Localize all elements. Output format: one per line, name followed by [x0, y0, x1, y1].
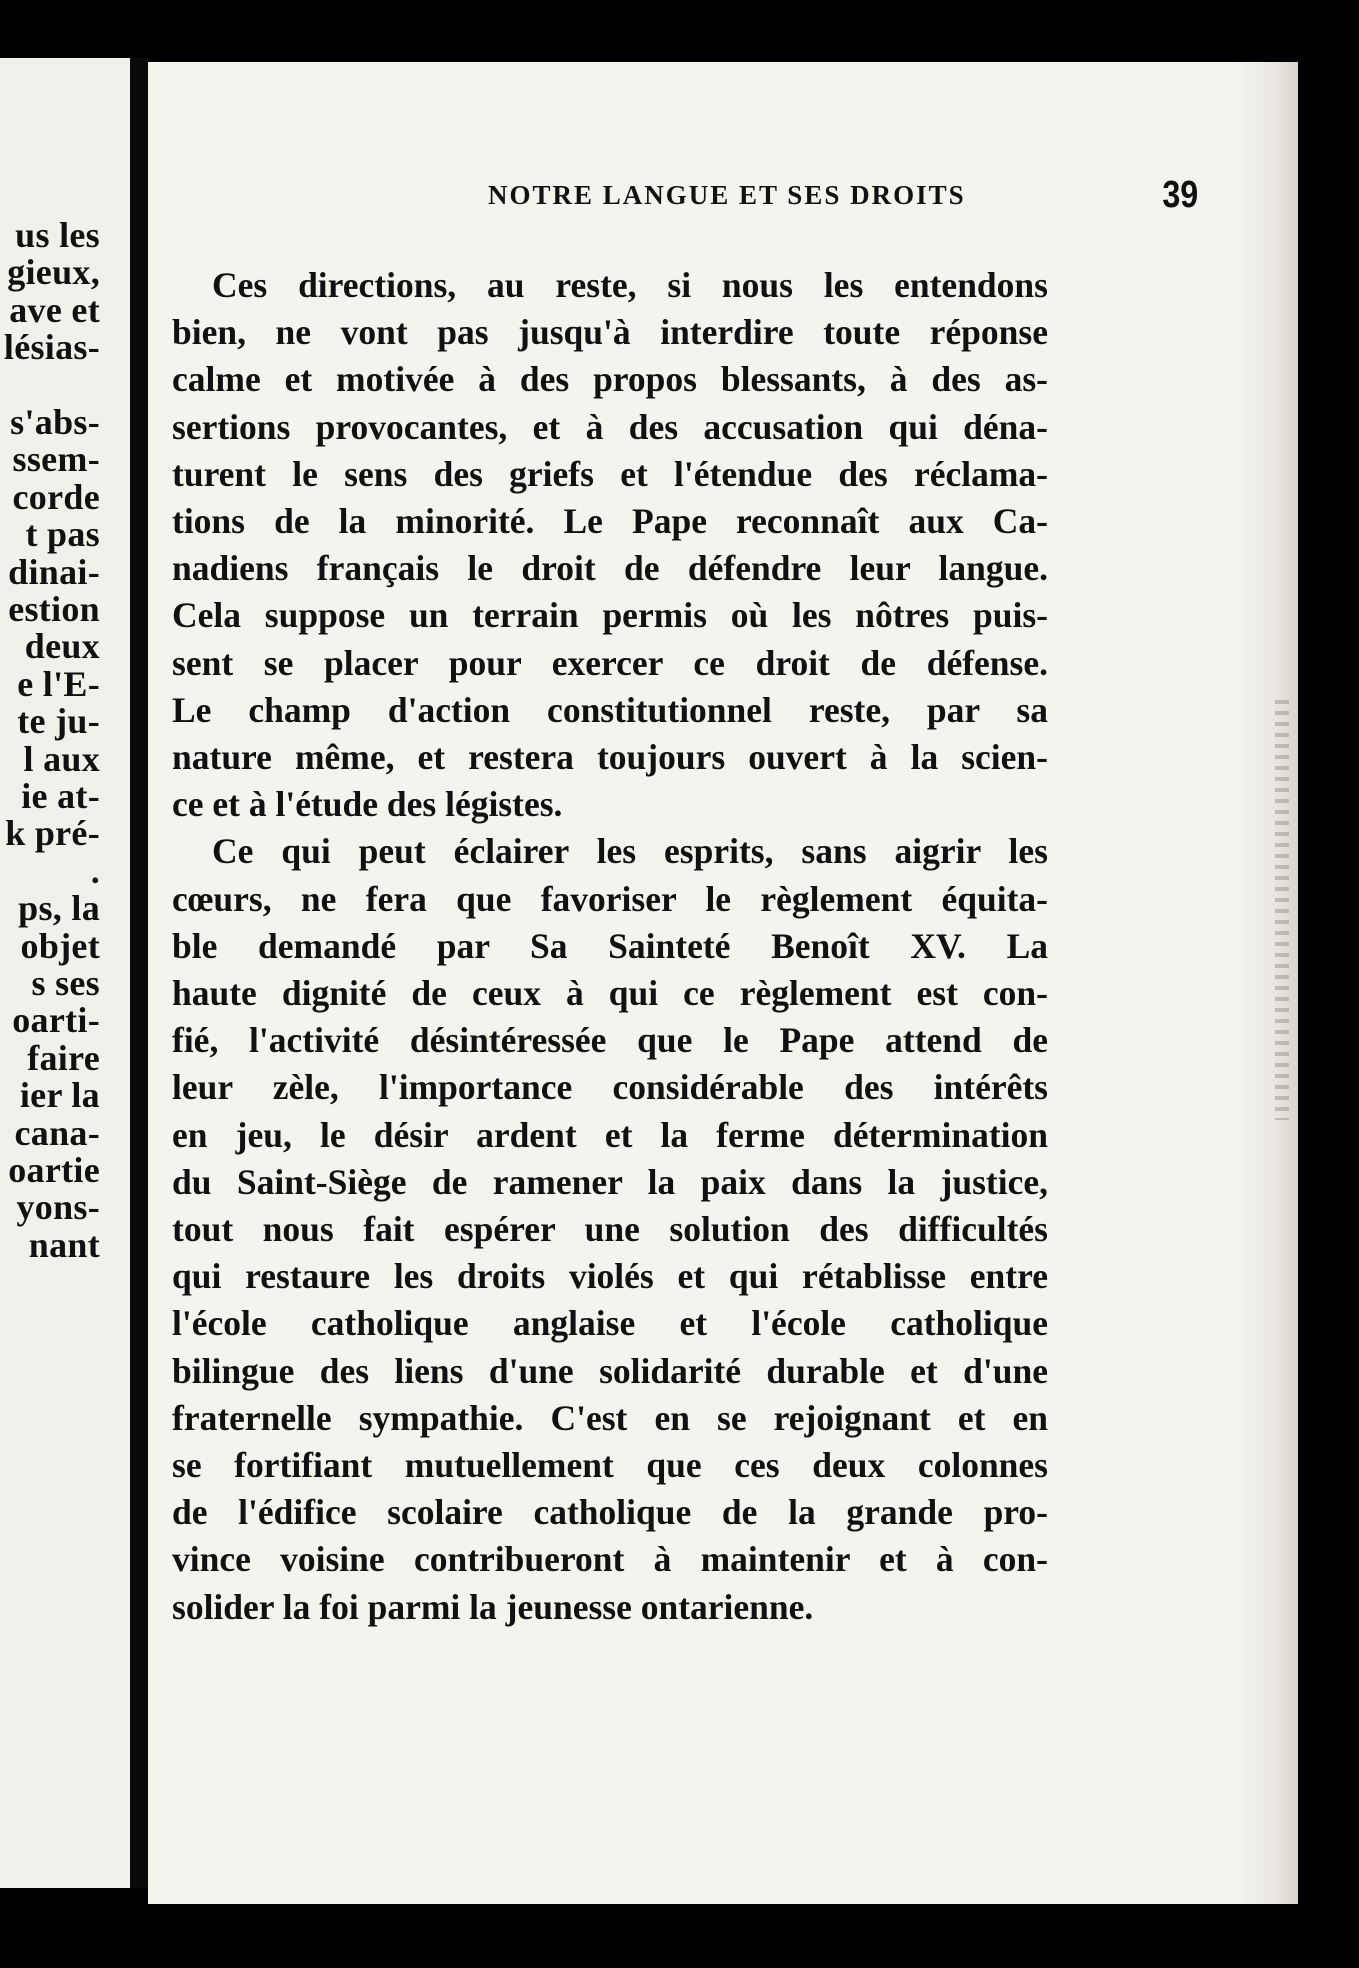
- text-line: sent se placer pour exercer ce droit de défense.: [172, 642, 1048, 683]
- left-page-line-fragment: ps, la: [18, 888, 100, 929]
- text-line: fié, l'activité désintéressée que le Pape attend de: [172, 1020, 1048, 1061]
- text-line: vince voisine contribueront à maintenir et à con-: [172, 1539, 1048, 1580]
- running-header: [338, 174, 1198, 230]
- left-page-line-fragment: nant: [28, 1224, 100, 1265]
- body-paragraph: [172, 262, 1048, 828]
- text-line: cœurs, ne fera que favoriser le règlement équita-: [172, 878, 1048, 919]
- text-line: en jeu, le désir ardent et la ferme détermination: [172, 1114, 1048, 1155]
- text-line: de l'édifice scolaire catholique de la grande pro-: [172, 1492, 1048, 1533]
- left-page-line-fragment: gieux,: [7, 252, 100, 293]
- page-edge-shadow: [1238, 62, 1298, 1904]
- left-facing-page: [0, 58, 130, 1888]
- text-line: tout nous fait espérer une solution des difficultés: [172, 1209, 1048, 1250]
- text-line: Ce qui peut éclairer les esprits, sans aigrir les: [212, 831, 1048, 872]
- text-line: solider la foi parmi la jeunesse ontarienne.: [172, 1586, 814, 1627]
- text-line: se fortifiant mutuellement que ces deux colonnes: [172, 1445, 1048, 1486]
- left-page-line-fragment: us les: [15, 215, 100, 255]
- text-line: calme et motivée à des propos blessants, à des as-: [172, 359, 1048, 400]
- body-paragraph: [172, 828, 1048, 1630]
- text-line: Cela suppose un terrain permis où les nôtres puis-: [172, 595, 1048, 636]
- left-page-line-fragment: ier la: [19, 1075, 100, 1116]
- text-line: bilingue des liens d'une solidarité durable et d'une: [172, 1350, 1048, 1391]
- left-page-line-fragment: oartie: [8, 1150, 100, 1190]
- text-line: tions de la minorité. Le Pape reconnaît aux Ca-: [172, 501, 1048, 542]
- running-title: NOTRE LANGUE ET SES DROITS: [488, 180, 966, 210]
- left-page-line-fragment: s ses: [31, 963, 100, 1003]
- text-line: du Saint-Siège de ramener la paix dans la justice,: [172, 1161, 1048, 1202]
- text-line: ble demandé par Sa Sainteté Benoît XV. La: [172, 925, 1048, 966]
- text-line: leur zèle, l'importance considérable des intérêts: [172, 1067, 1048, 1108]
- left-page-line-fragment: dinai-: [8, 551, 100, 592]
- left-page-line-fragment: e l'E-: [17, 663, 100, 704]
- left-page-line-fragment: objet: [20, 925, 100, 966]
- left-page-line-fragment: ssem-: [12, 439, 100, 480]
- left-page-line-fragment: .: [90, 850, 100, 891]
- left-page-line-fragment: oarti-: [12, 1000, 100, 1041]
- text-line: nadiens français le droit de défendre leur langue.: [172, 548, 1048, 589]
- left-page-line-fragment: yons-: [16, 1187, 100, 1228]
- left-page-line-fragment: corde: [12, 476, 100, 517]
- body-text: [172, 262, 1048, 1631]
- right-page: [148, 62, 1298, 1904]
- text-line: fraternelle sympathie. C'est en se rejoignant et en: [172, 1397, 1048, 1438]
- text-line: qui restaure les droits violés et qui rétablisse entre: [172, 1256, 1048, 1297]
- left-page-line-fragment: lésias-: [3, 327, 100, 368]
- text-line: Le champ d'action constitutionnel reste, par sa: [172, 689, 1048, 730]
- left-page-line-fragment: estion: [8, 589, 100, 629]
- left-page-line-fragment: ave et: [9, 289, 100, 330]
- left-page-line-fragment: s'abs-: [10, 402, 100, 442]
- left-page-line-fragment: t pas: [25, 514, 100, 555]
- text-line: Ces directions, au reste, si nous les entendons: [212, 265, 1048, 305]
- text-line: sertions provocantes, et à des accusation qui déna-: [172, 406, 1048, 447]
- text-line: turent le sens des griefs et l'étendue des réclama-: [172, 453, 1048, 494]
- book-gutter: [130, 58, 148, 1888]
- scan-margin-artifact: [1275, 700, 1289, 1120]
- text-line: nature même, et restera toujours ouvert à la scien-: [172, 737, 1048, 778]
- page-number: 39: [1162, 174, 1198, 216]
- left-page-line-fragment: ie at-: [21, 776, 100, 816]
- left-page-line-fragment: faire: [27, 1037, 100, 1078]
- text-line: ce et à l'étude des légistes.: [172, 784, 563, 825]
- left-page-line-fragment: te ju-: [17, 701, 100, 742]
- left-page-line-fragment: l aux: [23, 738, 100, 779]
- text-line: l'école catholique anglaise et l'école catholique: [172, 1303, 1048, 1344]
- left-page-line-fragment: deux: [24, 626, 100, 667]
- left-page-line-fragment: k pré-: [5, 813, 100, 854]
- left-page-line-fragment: cana-: [14, 1112, 100, 1153]
- text-line: haute dignité de ceux à qui ce règlement est con-: [172, 973, 1048, 1014]
- text-line: bien, ne vont pas jusqu'à interdire toute réponse: [172, 312, 1048, 353]
